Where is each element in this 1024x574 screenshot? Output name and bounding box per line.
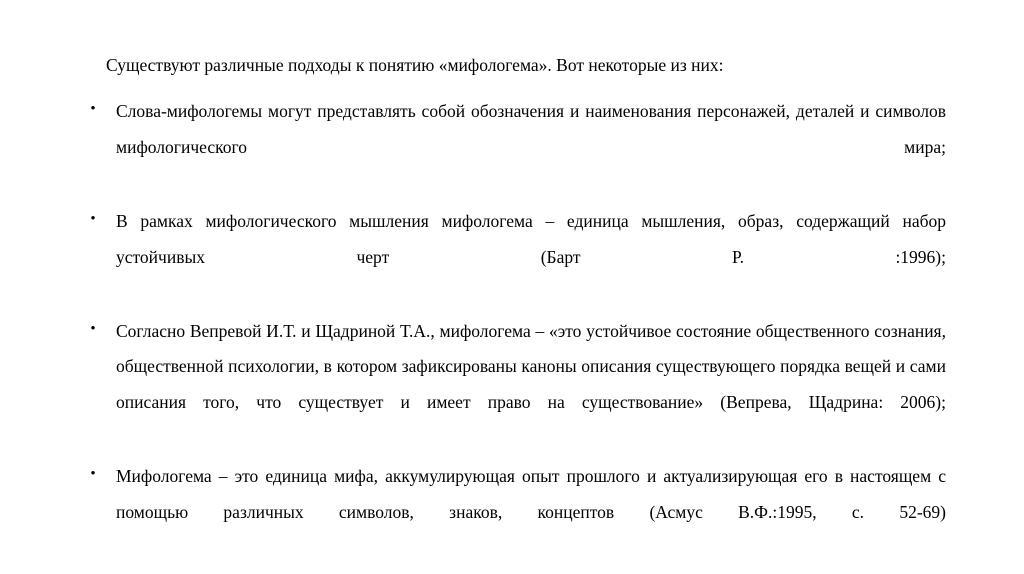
list-item-text: Согласно Вепревой И.Т. и Щадриной Т.А., мифологема – «это устойчивое состояние общественного сознания, общественной психологии, в котором зафиксированы каноны описания существующего порядка вещей и сами описания того, что существует и имеет право на существование» (Вепрева, Щадрина: 2006);	[116, 320, 946, 413]
bullet-icon: •	[90, 466, 96, 482]
list-item	[78, 204, 946, 312]
bullet-icon: •	[90, 101, 96, 118]
list-item-text: Мифологема – это единица мифа, аккумулирующая опыт прошлого и актуализирующая его в настоящем с помощью различных символов, знаков, концептов (Асмус В.Ф.:1995, с. 52-69)	[116, 466, 946, 522]
list-item-text: В рамках мифологического мышления мифологема – единица мышления, образ, содержащий набор устойчивых черт (Барт Р. :1996);	[116, 210, 946, 267]
list-item	[78, 459, 946, 567]
bullet-icon: •	[90, 320, 96, 337]
list-item	[78, 314, 946, 458]
bullet-icon: •	[90, 210, 96, 227]
list-item	[78, 94, 946, 202]
intro-paragraph: Существуют различные подходы к понятию «мифологема». Вот некоторые из них:	[106, 55, 724, 75]
list-item-text: Слова-мифологемы могут представлять собой обозначения и наименования персонажей, деталей и символов мифологического мира;	[116, 101, 946, 158]
definition-list	[78, 94, 946, 566]
